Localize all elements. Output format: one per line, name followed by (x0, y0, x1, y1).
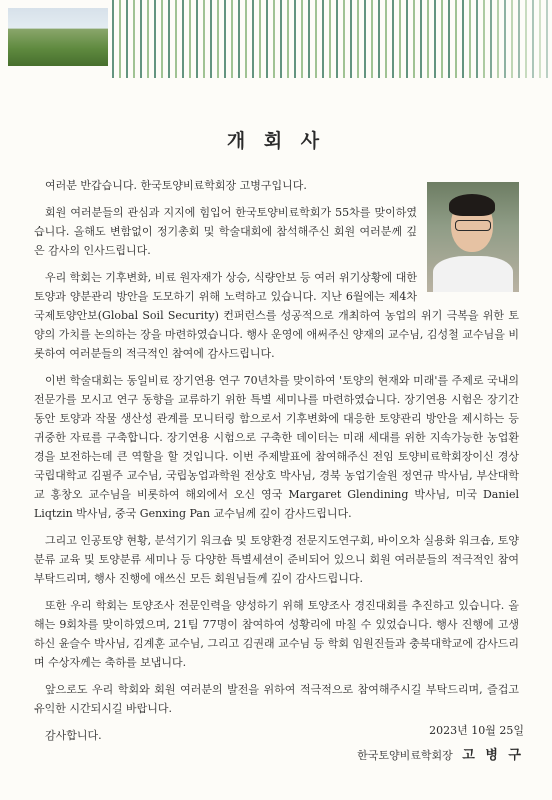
paragraph-5: 또한 우리 학회는 토양조사 전문인력을 양성하기 위해 토양조사 경진대회를 추진하고 있습니다. 올해는 9회차를 맞이하였으며, 21팀 77명이 참여하여 성황리에 마칠 수 있었습니다. 행사 진행에 고생하신 윤슬수 박사님, 김계훈 교수님, 그리고 김권래 교수님 등 학회 임원진들과 충북대학교에 감사드리며 수상자께는 축하를 보냅니다. (34, 599, 519, 669)
paragraph-3: 이번 학술대회는 동일비료 장기연용 연구 70년차를 맞이하여 '토양의 현재와 미래'를 주제로 국내의 전문가를 모시고 연구 동향을 교류하기 위한 특별 세미나를 마련하였습니다. 장기연용 시험은 장기간 동안 토양과 작물 생산성 관계를 모니터링 함으로서 기후변화에 대응한 토양관리 방안을 제시하는 등 귀중한 자료를 구축합니다. 장기연용 시험으로 구축한 데이터는 미래 세대를 위한 지속가능한 농업환경을 보전하는데 큰 역할을 할 것입니다. 이번 주제발표에 참여해주신 전임 토양비료학회장이신 경상국립대학교 김필주 교수님, 국립농업과학원 전상호 박사님, 경북 농업기술원 정연규 박사님, 부산대학교 홍창오 교수님을 비롯하여 해외에서 오신 영국 Margaret Glendining 박사님, 미국 Daniel Liqtzin 박사님, 중국 Genxing Pan 교수님께 깊이 감사드립니다. (34, 374, 519, 520)
paragraph-6: 앞으로도 우리 학회와 회원 여러분의 발전을 위하여 적극적으로 참여해주시길 부탁드리며, 즐겁고 유익한 시간되시길 바랍니다. (34, 683, 519, 715)
header-decoration (0, 0, 552, 78)
letter-date: 2023년 10월 25일 (429, 724, 524, 737)
stripe-fade (112, 0, 552, 78)
signature-name: 고 병 구 (462, 748, 524, 763)
closing-line: 감사합니다. (45, 729, 102, 742)
portrait-hair (449, 194, 495, 216)
greeting: 여러분 반갑습니다. 한국토양비료학회장 고병구입니다. (45, 179, 307, 192)
portrait-shirt (433, 256, 513, 292)
signature-role: 한국토양비료학회장 (357, 749, 453, 762)
letter-body (34, 176, 519, 753)
field-photo (8, 8, 108, 66)
paragraph-2: 우리 학회는 기후변화, 비료 원자재가 상승, 식량안보 등 여러 위기상황에 대한 토양과 양분관리 방안을 도모하기 위해 노력하고 있습니다. 지난 6월에는 제4차 국제토양안보(Global Soil Security) 컨퍼런스를 성공적으로 개최하여 농업의 위기 극복을 위한 토양의 가치를 논의하는 장을 마련하였습니다. 행사 운영에 애써주신 양재의 교수님, 김성철 교수님을 비롯하여 여러분들의 적극적인 참여에 감사드립니다. (34, 271, 519, 360)
paragraph-4: 그리고 인공토양 현황, 분석기기 워크숍 및 토양환경 전문지도연구회, 바이오차 실용화 워크숍, 토양분류 교육 및 토양분류 세미나 등 다양한 특별세션이 준비되어 있으니 회원 여러분들의 적극적인 참여 부탁드리며, 행사 진행에 애쓰신 모든 회원님들께 깊이 감사드립니다. (34, 534, 519, 585)
paragraph-1: 회원 여러분들의 관심과 지지에 힘입어 한국토양비료학회가 55차를 맞이하였습니다. 올해도 변함없이 정기총회 및 학술대회에 참석해주신 회원 여러분께 깊은 감사의 인사드립니다. (34, 206, 417, 257)
president-portrait (427, 182, 519, 292)
page-title: 개 회 사 (226, 130, 326, 152)
portrait-glasses (455, 220, 491, 231)
signature (357, 744, 524, 763)
